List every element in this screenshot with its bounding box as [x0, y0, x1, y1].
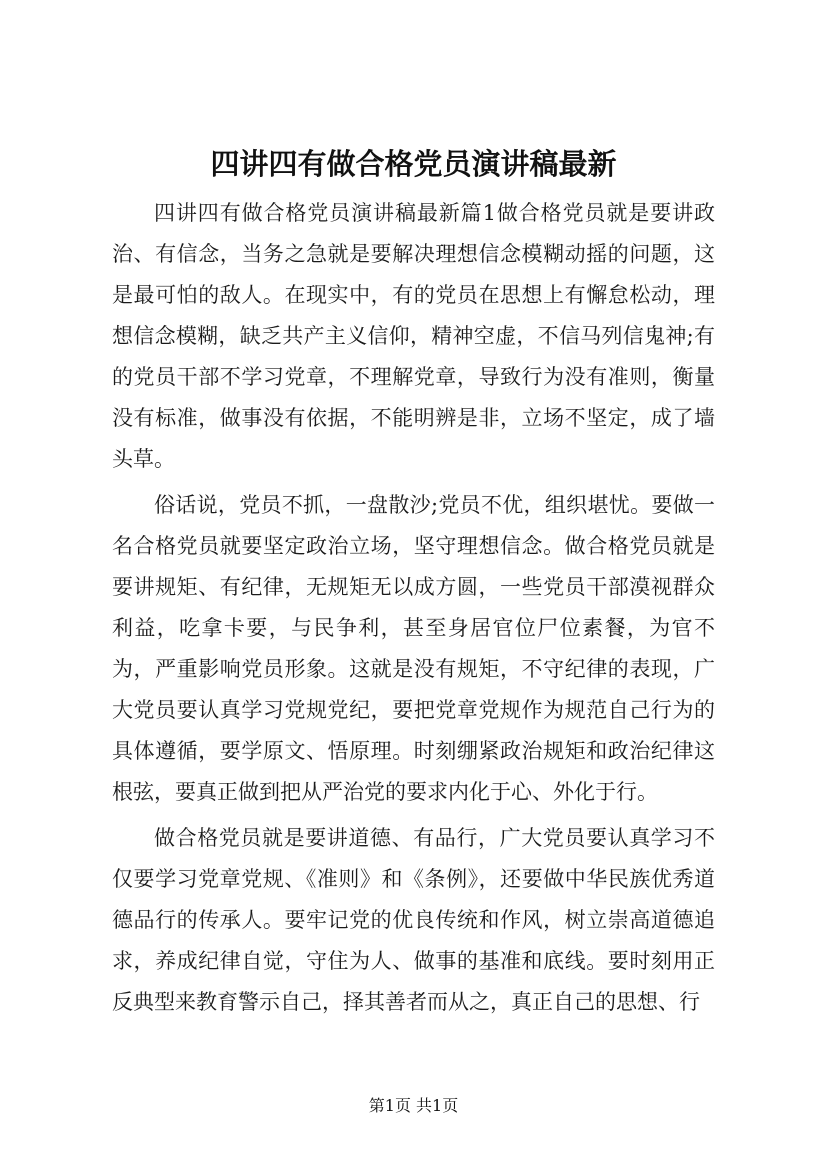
document-body	[112, 193, 715, 1028]
page-footer: 第1页 共1页	[368, 1096, 459, 1115]
document-title: 四讲四有做合格党员演讲稿最新	[210, 147, 617, 181]
paragraph-1: 四讲四有做合格党员演讲稿最新篇1做合格党员就是要讲政治、有信念，当务之急就是要解决理想信念模糊动摇的问题，这是最可怕的敌人。在现实中，有的党员在思想上有懈怠松动，理想信念模糊，缺乏共产主义信仰，精神空虚，不信马列信鬼神;有的党员干部不学习党章，不理解党章，导致行为没有准则，衡量没有标准，做事没有依据，不能明辨是非，立场不坚定，成了墙头草。	[112, 201, 715, 471]
paragraph-3: 做合格党员就是要讲道德、有品行，广大党员要认真学习不仅要学习党章党规、《准则》和《条例》，还要做中华民族优秀道德品行的传承人。要牢记党的优良传统和作风，树立崇高道德追求，养成纪律自觉，守住为人、做事的基准和底线。要时刻用正反典型来教育警示自己，择其善者而从之，真正自己的思想、行	[112, 826, 715, 1014]
paragraph-2: 俗话说，党员不抓，一盘散沙;党员不优，组织堪忧。要做一名合格党员就要坚定政治立场，坚守理想信念。做合格党员就是要讲规矩、有纪律，无规矩无以成方圆，一些党员干部漠视群众利益，吃拿卡要，与民争利，甚至身居官位尸位素餐，为官不为，严重影响党员形象。这就是没有规矩，不守纪律的表现，广大党员要认真学习党规党纪，要把党章党规作为规范自己行为的具体遵循，要学原文、悟原理。时刻绷紧政治规矩和政治纪律这根弦，要真正做到把从严治党的要求内化于心、外化于行。	[112, 493, 715, 804]
